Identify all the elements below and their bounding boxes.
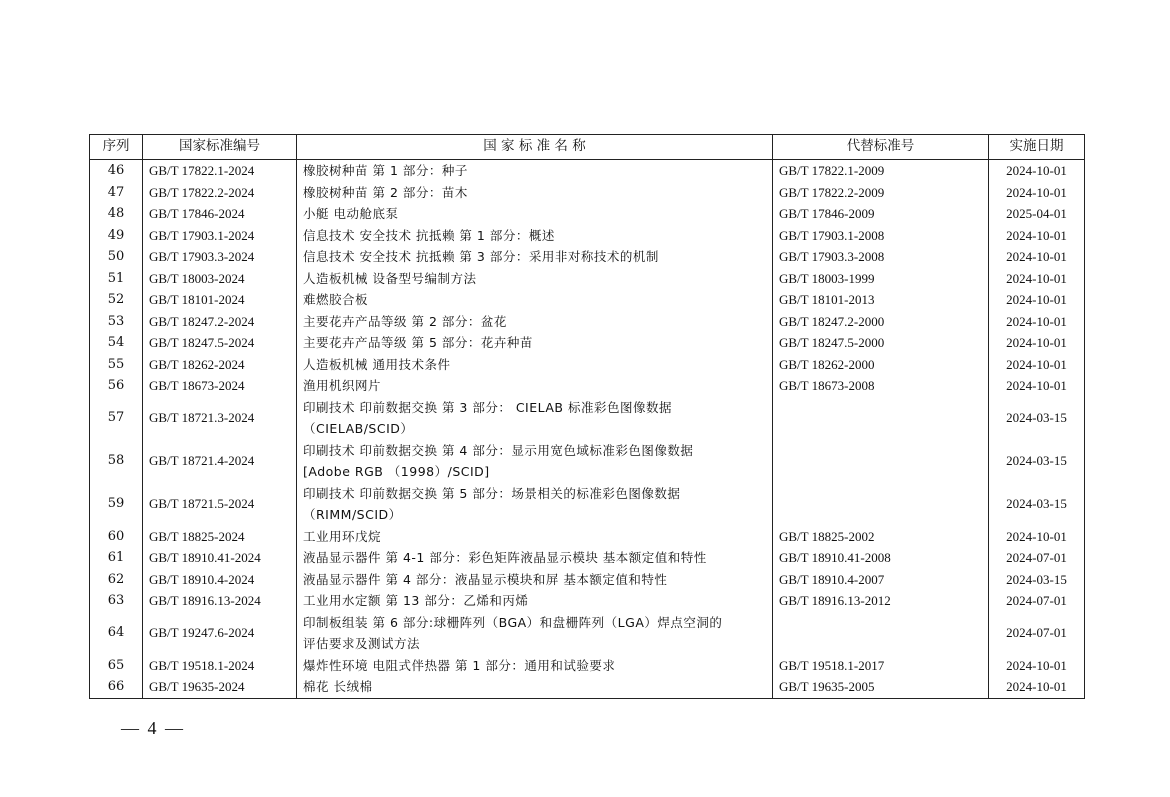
row-replaces: GB/T 18247.5-2000 (773, 332, 989, 354)
row-serial: 58 (90, 440, 143, 483)
row-standard-code: GB/T 18101-2024 (143, 289, 297, 311)
row-replaces: GB/T 17903.1-2008 (773, 225, 989, 247)
table-row (90, 440, 1085, 483)
row-standard-code: GB/T 18721.3-2024 (143, 397, 297, 440)
row-standard-code: GB/T 18910.4-2024 (143, 569, 297, 591)
standard-name-line: 主要花卉产品等级 第 5 部分：花卉种苗 (303, 335, 533, 350)
row-standard-name (297, 268, 773, 290)
header-standard-code: 国家标准编号 (143, 135, 297, 160)
row-standard-name (297, 289, 773, 311)
row-standard-name (297, 246, 773, 268)
table-row (90, 397, 1085, 440)
row-implementation-date: 2024-10-01 (989, 655, 1085, 677)
row-implementation-date: 2024-10-01 (989, 375, 1085, 397)
standard-name-line: 人造板机械 设备型号编制方法 (303, 270, 477, 286)
standard-name-line: （CIELAB/SCID） (303, 421, 414, 436)
row-replaces (773, 440, 989, 483)
row-serial: 57 (90, 397, 143, 440)
row-standard-code: GB/T 17903.1-2024 (143, 225, 297, 247)
standard-name-line: 工业用水定额 第 13 部分：乙烯和丙烯 (303, 593, 529, 608)
row-implementation-date: 2024-10-01 (989, 332, 1085, 354)
row-replaces (773, 483, 989, 526)
table-row (90, 375, 1085, 397)
row-replaces: GB/T 18910.41-2008 (773, 547, 989, 569)
row-serial: 63 (90, 590, 143, 612)
row-serial: 46 (90, 160, 143, 182)
row-serial: 59 (90, 483, 143, 526)
row-serial: 62 (90, 569, 143, 591)
row-standard-code: GB/T 18673-2024 (143, 375, 297, 397)
row-standard-name (297, 547, 773, 569)
row-standard-code: GB/T 19635-2024 (143, 676, 297, 698)
row-replaces: GB/T 18910.4-2007 (773, 569, 989, 591)
table-row (90, 332, 1085, 354)
row-standard-code: GB/T 17903.3-2024 (143, 246, 297, 268)
row-standard-code: GB/T 17846-2024 (143, 203, 297, 225)
table-row (90, 246, 1085, 268)
page-number: — 4 — (121, 718, 185, 738)
row-implementation-date: 2024-03-15 (989, 440, 1085, 483)
row-standard-name (297, 311, 773, 333)
standard-name-line: 主要花卉产品等级 第 2 部分：盆花 (303, 313, 507, 329)
table-row (90, 354, 1085, 376)
standard-name-line: 印制板组装 第 6 部分:球栅阵列（BGA）和盘栅阵列（LGA）焊点空洞的 (303, 614, 723, 630)
row-implementation-date: 2024-03-15 (989, 397, 1085, 440)
row-replaces (773, 612, 989, 655)
row-replaces: GB/T 18825-2002 (773, 526, 989, 548)
row-standard-code: GB/T 18721.5-2024 (143, 483, 297, 526)
row-standard-name (297, 569, 773, 591)
row-standard-code: GB/T 18247.5-2024 (143, 332, 297, 354)
row-standard-code: GB/T 18262-2024 (143, 354, 297, 376)
table-row (90, 526, 1085, 548)
row-standard-code: GB/T 18247.2-2024 (143, 311, 297, 333)
standard-name-line: 渔用机织网片 (303, 378, 382, 393)
row-serial: 60 (90, 526, 143, 548)
row-replaces: GB/T 17846-2009 (773, 203, 989, 225)
row-standard-name (297, 160, 773, 182)
row-standard-code: GB/T 19518.1-2024 (143, 655, 297, 677)
row-serial: 48 (90, 203, 143, 225)
row-standard-name (297, 397, 773, 440)
table-row (90, 676, 1085, 698)
row-replaces: GB/T 18916.13-2012 (773, 590, 989, 612)
standard-name-line: 爆炸性环境 电阻式伴热器 第 1 部分：通用和试验要求 (303, 657, 616, 673)
row-standard-code: GB/T 19247.6-2024 (143, 612, 297, 655)
standard-name-line: 液晶显示器件 第 4 部分：液晶显示模块和屏 基本额定值和特性 (303, 571, 668, 587)
row-replaces: GB/T 18003-1999 (773, 268, 989, 290)
standards-table-container (89, 134, 1084, 699)
row-serial: 61 (90, 547, 143, 569)
row-implementation-date: 2024-10-01 (989, 225, 1085, 247)
row-implementation-date: 2024-10-01 (989, 676, 1085, 698)
table-row (90, 203, 1085, 225)
table-body (90, 160, 1085, 699)
row-replaces: GB/T 19518.1-2017 (773, 655, 989, 677)
standard-name-line: 小艇 电动舱底泵 (303, 206, 399, 221)
table-row (90, 160, 1085, 182)
row-serial: 52 (90, 289, 143, 311)
table-row (90, 547, 1085, 569)
row-serial: 56 (90, 375, 143, 397)
row-implementation-date: 2024-07-01 (989, 612, 1085, 655)
row-replaces: GB/T 19635-2005 (773, 676, 989, 698)
row-standard-name (297, 483, 773, 526)
row-standard-name (297, 526, 773, 548)
standard-name-line: 信息技术 安全技术 抗抵赖 第 3 部分：采用非对称技术的机制 (303, 249, 659, 264)
row-serial: 65 (90, 655, 143, 677)
row-implementation-date: 2024-10-01 (989, 246, 1085, 268)
standard-name-line: 工业用环戊烷 (303, 528, 382, 544)
header-implementation-date: 实施日期 (989, 135, 1085, 160)
row-standard-name (297, 676, 773, 698)
row-implementation-date: 2024-07-01 (989, 547, 1085, 569)
row-standard-name (297, 182, 773, 204)
row-standard-name (297, 590, 773, 612)
row-serial: 54 (90, 332, 143, 354)
row-implementation-date: 2025-04-01 (989, 203, 1085, 225)
row-replaces: GB/T 18262-2000 (773, 354, 989, 376)
header-serial: 序列 (90, 135, 143, 160)
row-serial: 66 (90, 676, 143, 698)
row-serial: 47 (90, 182, 143, 204)
row-serial: 64 (90, 612, 143, 655)
row-standard-code: GB/T 18003-2024 (143, 268, 297, 290)
row-serial: 55 (90, 354, 143, 376)
row-standard-name (297, 203, 773, 225)
table-row (90, 289, 1085, 311)
standard-name-line: 人造板机械 通用技术条件 (303, 356, 451, 372)
row-standard-name (297, 612, 773, 655)
row-standard-name (297, 655, 773, 677)
table-row (90, 569, 1085, 591)
row-implementation-date: 2024-10-01 (989, 526, 1085, 548)
table-row (90, 225, 1085, 247)
header-standard-name: 国 家 标 准 名 称 (297, 135, 773, 160)
row-serial: 50 (90, 246, 143, 268)
standards-table (89, 134, 1085, 699)
row-replaces: GB/T 18247.2-2000 (773, 311, 989, 333)
table-row (90, 590, 1085, 612)
table-row (90, 612, 1085, 655)
table-row (90, 483, 1085, 526)
row-implementation-date: 2024-10-01 (989, 160, 1085, 182)
standard-name-line: 棉花 长绒棉 (303, 679, 373, 694)
row-standard-name (297, 354, 773, 376)
row-serial: 53 (90, 311, 143, 333)
row-standard-name (297, 440, 773, 483)
row-replaces: GB/T 17903.3-2008 (773, 246, 989, 268)
row-replaces: GB/T 17822.1-2009 (773, 160, 989, 182)
row-serial: 49 (90, 225, 143, 247)
header-replaces: 代替标准号 (773, 135, 989, 160)
standard-name-line: 印刷技术 印前数据交换 第 3 部分： CIELAB 标准彩色图像数据 (303, 399, 672, 415)
row-standard-code: GB/T 17822.2-2024 (143, 182, 297, 204)
row-standard-name (297, 332, 773, 354)
row-implementation-date: 2024-10-01 (989, 289, 1085, 311)
standard-name-line: 评估要求及测试方法 (303, 636, 421, 651)
row-implementation-date: 2024-10-01 (989, 182, 1085, 204)
row-implementation-date: 2024-10-01 (989, 268, 1085, 290)
row-replaces (773, 397, 989, 440)
standard-name-line: （RIMM/SCID） (303, 507, 402, 522)
row-standard-name (297, 375, 773, 397)
row-replaces: GB/T 18101-2013 (773, 289, 989, 311)
row-standard-code: GB/T 18910.41-2024 (143, 547, 297, 569)
row-standard-name (297, 225, 773, 247)
row-implementation-date: 2024-10-01 (989, 311, 1085, 333)
standard-name-line: [Adobe RGB （1998）/SCID] (303, 464, 490, 479)
table-row (90, 311, 1085, 333)
row-implementation-date: 2024-03-15 (989, 483, 1085, 526)
row-standard-code: GB/T 18721.4-2024 (143, 440, 297, 483)
standard-name-line: 印刷技术 印前数据交换 第 5 部分：场景相关的标准彩色图像数据 (303, 485, 681, 501)
table-row (90, 182, 1085, 204)
standard-name-line: 印刷技术 印前数据交换 第 4 部分：显示用宽色域标准彩色图像数据 (303, 442, 694, 458)
row-standard-code: GB/T 17822.1-2024 (143, 160, 297, 182)
standard-name-line: 液晶显示器件 第 4-1 部分：彩色矩阵液晶显示模块 基本额定值和特性 (303, 550, 707, 565)
row-replaces: GB/T 17822.2-2009 (773, 182, 989, 204)
standard-name-line: 橡胶树种苗 第 1 部分：种子 (303, 163, 468, 178)
standard-name-line: 信息技术 安全技术 抗抵赖 第 1 部分：概述 (303, 227, 555, 243)
table-row (90, 268, 1085, 290)
row-standard-code: GB/T 18916.13-2024 (143, 590, 297, 612)
row-replaces: GB/T 18673-2008 (773, 375, 989, 397)
table-header-row (90, 135, 1085, 160)
table-row (90, 655, 1085, 677)
standard-name-line: 橡胶树种苗 第 2 部分：苗木 (303, 184, 468, 200)
row-implementation-date: 2024-07-01 (989, 590, 1085, 612)
row-implementation-date: 2024-03-15 (989, 569, 1085, 591)
standard-name-line: 难燃胶合板 (303, 292, 369, 307)
row-implementation-date: 2024-10-01 (989, 354, 1085, 376)
row-standard-code: GB/T 18825-2024 (143, 526, 297, 548)
row-serial: 51 (90, 268, 143, 290)
